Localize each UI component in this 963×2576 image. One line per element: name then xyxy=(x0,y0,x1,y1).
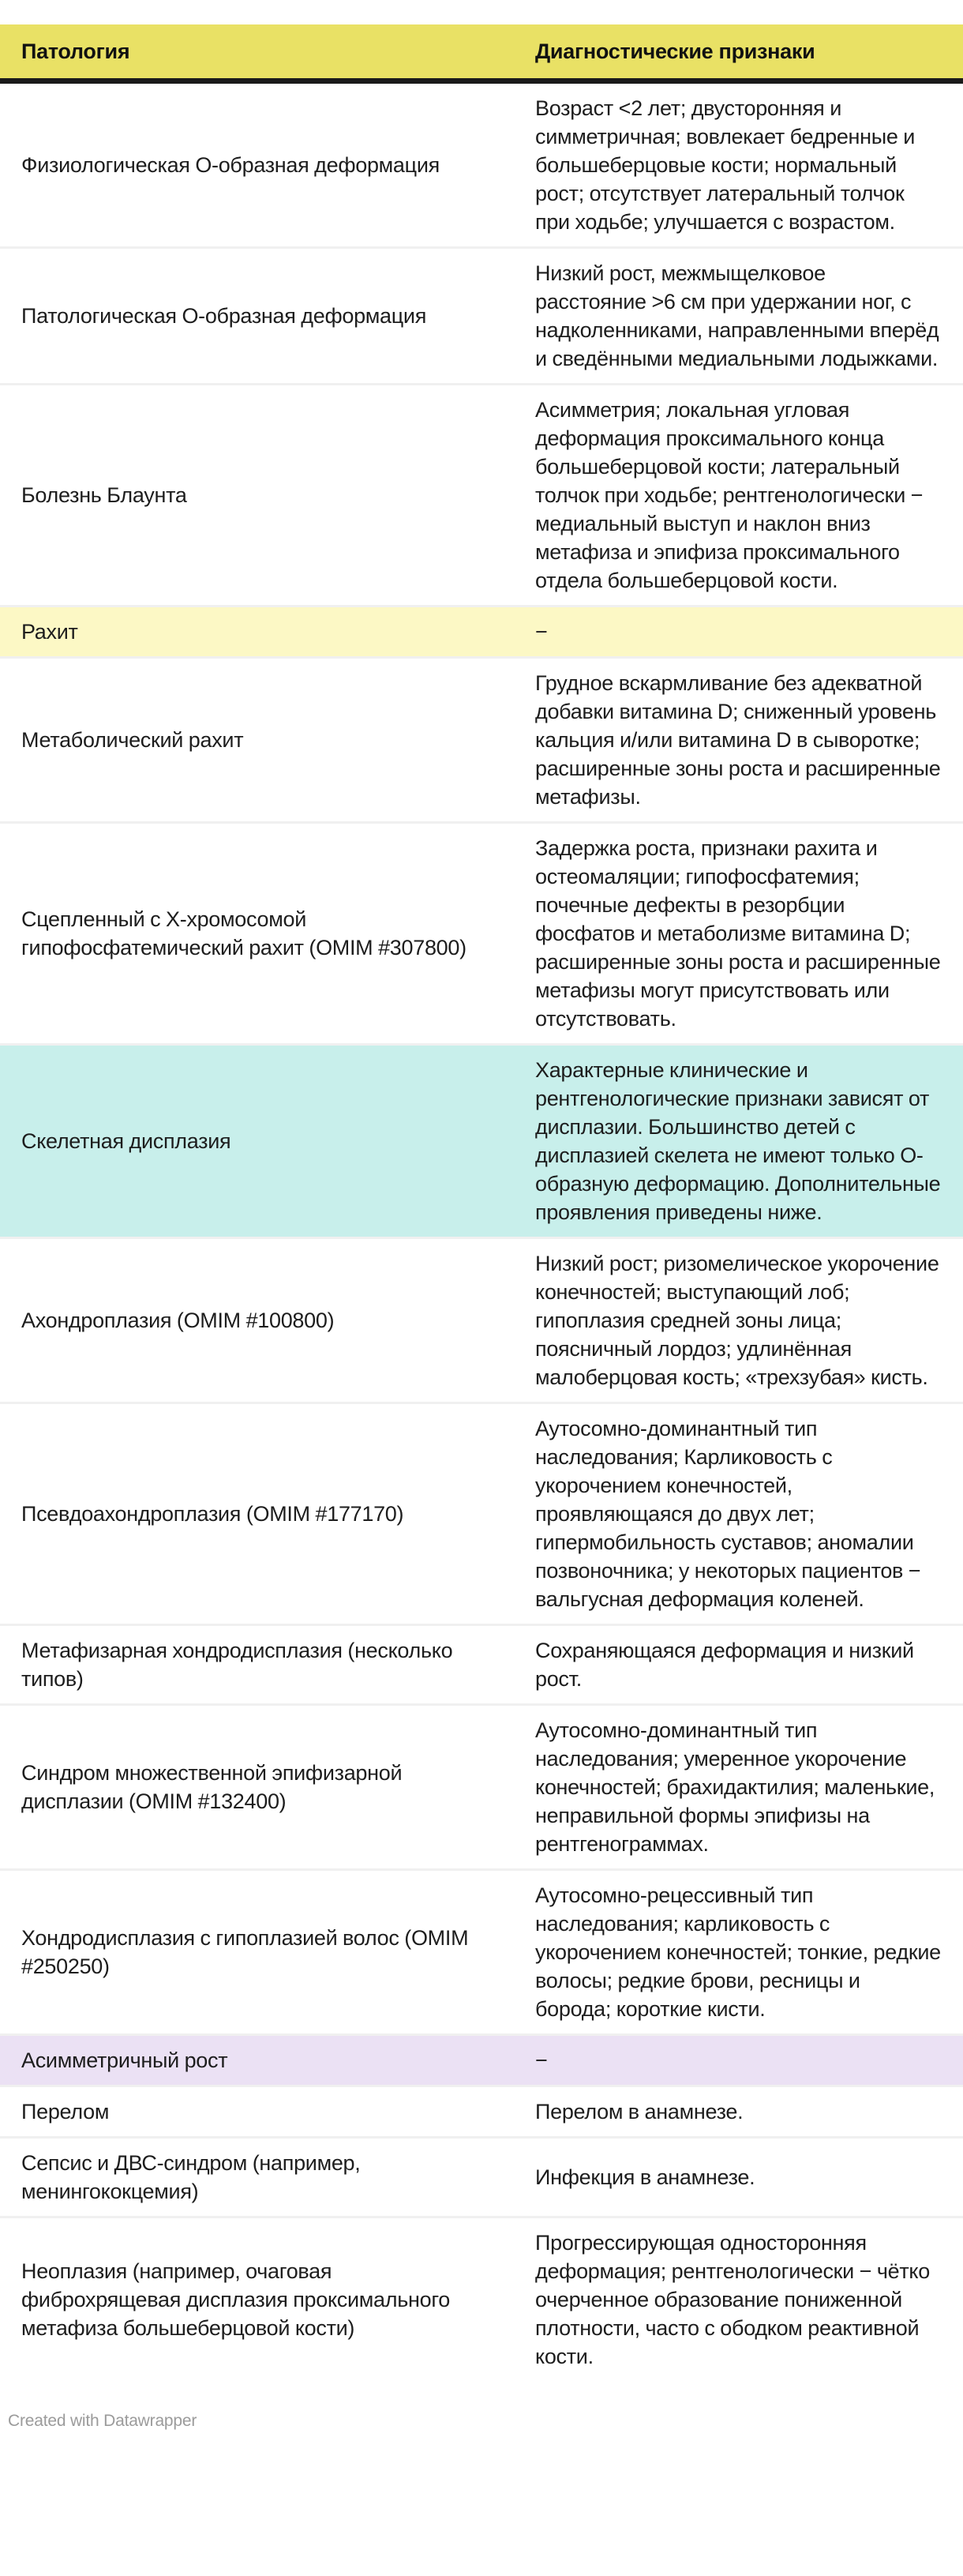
pathology-cell: Неоплазия (например, очаговая фиброхрящевая дисплазия проксимального метафиза большеберцовой кости) xyxy=(0,2217,514,2382)
signs-cell: Прогрессирующая односторонняя деформация; рентгенологически − чётко очерченное образование пониженной плотности, часто с ободком реактивной кости. xyxy=(514,2217,963,2382)
pathology-cell: Патологическая О-образная деформация xyxy=(0,248,514,385)
table-row xyxy=(0,1625,963,1705)
pathology-cell: Физиологическая О-образная деформация xyxy=(21,153,440,177)
header-row xyxy=(0,24,963,81)
table-row xyxy=(0,658,963,823)
table-row xyxy=(0,1045,963,1238)
signs-cell: Характерные клинические и рентгенологические признаки зависят от дисплазии. Большинство детей с дисплазией скелета не имеют только О-образную деформацию. Дополнительные проявления приведены ниже. xyxy=(514,1045,963,1238)
signs-cell: − xyxy=(514,606,963,658)
pathology-cell: Сепсис и ДВС-синдром (например, менингококцемия) xyxy=(0,2138,514,2217)
pathology-cell: Сцепленный с X-хромосомой гипофосфатемический рахит (OMIM #307800) xyxy=(0,823,514,1045)
signs-cell: Инфекция в анамнезе. xyxy=(514,2138,963,2217)
pathology-cell: Болезнь Блаунта xyxy=(0,385,514,606)
diagnostic-table xyxy=(0,24,963,2381)
pathology-cell: Псевдоахондроплазия (OMIM #177170) xyxy=(0,1403,514,1625)
pathology-cell: Перелом xyxy=(0,2086,514,2138)
signs-cell: Аутосомно-рецессивный тип наследования; карликовость с укорочением конечностей; тонкие, редкие волосы; редкие брови, ресницы и борода; короткие кисти. xyxy=(514,1870,963,2035)
column-header-signs: Диагностические признаки xyxy=(514,24,963,81)
table-body xyxy=(0,81,963,2382)
footer-credit: Created with Datawrapper xyxy=(8,2412,197,2430)
pathology-cell: Синдром множественной эпифизарной дисплазии (OMIM #132400) xyxy=(0,1705,514,1870)
table-row xyxy=(0,606,963,658)
table-row xyxy=(0,81,963,248)
table-row xyxy=(0,2138,963,2217)
table-row xyxy=(0,2035,963,2086)
pathology-cell: Метафизарная хондродисплазия (несколько типов) xyxy=(0,1625,514,1705)
signs-cell: Задержка роста, признаки рахита и остеомаляции; гипофосфатемия; почечные дефекты в резорбции фосфатов и метаболизме витамина D; расширенные зоны роста и расширенные метафизы могут присутствовать или отсутствовать. xyxy=(514,823,963,1045)
signs-cell: Низкий рост, межмыщелковое расстояние >6 см при удержании ног, с надколенниками, направленными вперёд и сведёнными медиальными лодыжками. xyxy=(514,248,963,385)
signs-cell: Аутосомно-доминантный тип наследования; умеренное укорочение конечностей; брахидактилия; маленькие, неправильной формы эпифизы на рентгенограммах. xyxy=(514,1705,963,1870)
pathology-cell: Скелетная дисплазия xyxy=(0,1045,514,1238)
signs-cell: Аутосомно-доминантный тип наследования; Карликовость с укорочением конечностей, проявляющаяся до двух лет; гипермобильность суставов; аномалии позвоночника; у некоторых пациентов − вальгусная деформация коленей. xyxy=(514,1403,963,1625)
pathology-cell: Метаболический рахит xyxy=(0,658,514,823)
table-header xyxy=(0,24,963,81)
table-row xyxy=(0,1705,963,1870)
pathology-cell: Асимметричный рост xyxy=(0,2035,514,2086)
signs-cell: Низкий рост; ризомелическое укорочение конечностей; выступающий лоб; гипоплазия средней зоны лица; поясничный лордоз; удлинённая малоберцовая кость; «трехзубая» кисть. xyxy=(514,1238,963,1403)
signs-cell: Возраст <2 лет; двусторонняя и симметричная; вовлекает бедренные и большеберцовые кости; нормальный рост; отсутствует латеральный толчок при ходьбе; улучшается с возрастом. xyxy=(535,96,916,234)
table-row xyxy=(0,1238,963,1403)
signs-cell: − xyxy=(514,2035,963,2086)
pathology-cell: Ахондроплазия (OMIM #100800) xyxy=(0,1238,514,1403)
signs-cell: Перелом в анамнезе. xyxy=(514,2086,963,2138)
table-row xyxy=(0,385,963,606)
signs-cell: Сохраняющаяся деформация и низкий рост. xyxy=(514,1625,963,1705)
table-row xyxy=(0,2086,963,2138)
pathology-cell: Рахит xyxy=(0,606,514,658)
table-row xyxy=(0,1403,963,1625)
column-header-pathology: Патология xyxy=(0,24,514,81)
table-row xyxy=(0,823,963,1045)
signs-cell: Асимметрия; локальная угловая деформация проксимального конца большеберцовой кости; латеральный толчок при ходьбе; рентгенологически − медиальный выступ и наклон вниз метафиза и эпифиза проксимального отдела большеберцовой кости. xyxy=(514,385,963,606)
table-row xyxy=(0,248,963,385)
table-row xyxy=(0,1870,963,2035)
pathology-cell: Хондродисплазия с гипоплазией волос (OMIM #250250) xyxy=(0,1870,514,2035)
table-row xyxy=(0,2217,963,2382)
signs-cell: Грудное вскармливание без адекватной добавки витамина D; сниженный уровень кальция и/или витамина D в сыворотке; расширенные зоны роста и расширенные метафизы. xyxy=(514,658,963,823)
